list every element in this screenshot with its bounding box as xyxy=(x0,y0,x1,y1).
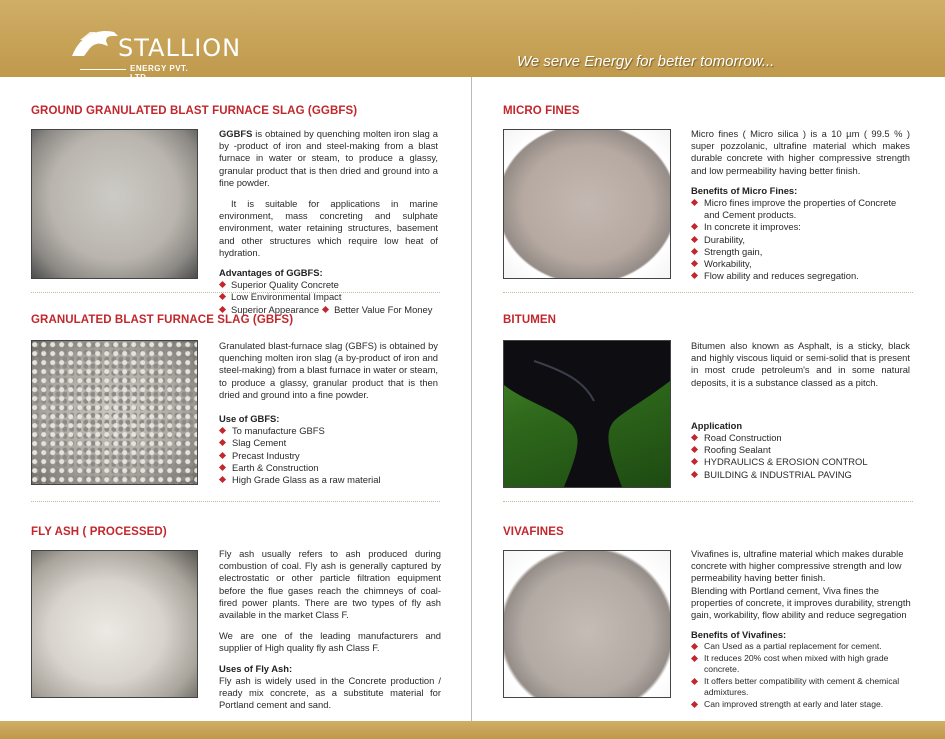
header-tagline: We serve Energy for better tomorrow... xyxy=(517,53,775,70)
list-item: Road Construction xyxy=(691,432,910,444)
list-item: Better Value For Money xyxy=(322,304,432,316)
vivafines-benefits-list xyxy=(691,641,916,710)
bitumen-paragraph-1: Bitumen also known as Asphalt, is a sticky, black and highly viscous liquid or semi-solid that is present in most crude petroleum's and in some natural deposits, it is a substance classed as a pitch. xyxy=(691,340,910,388)
list-item: Micro fines improve the properties of Concrete and Cement products. xyxy=(691,197,910,221)
brand-name: STALLION xyxy=(118,34,242,62)
gbfs-paragraph-1: Granulated blast-furnace slag (GBFS) is obtained by quenching molten iron slag (a by-product of iron and steel-making) from a blast furnace in water or steam, to produce a glassy, granular product that is then dried and ground into a fine powder. xyxy=(219,340,438,400)
list-item: BUILDING & INDUSTRIAL PAVING xyxy=(691,469,910,481)
list-item: Durability, xyxy=(691,234,910,246)
section-separator xyxy=(31,501,440,502)
column-divider xyxy=(471,77,472,721)
vivafines-paragraph-1: Vivafines is, ultrafine material which makes durable concrete with higher compressive strength and low permeability having better finish. xyxy=(691,548,904,584)
list-item: Slag Cement xyxy=(219,437,438,449)
bitumen-pour-shape xyxy=(504,341,670,487)
section-title-vivafines: VIVAFINES xyxy=(503,526,564,538)
list-item: Strength gain, xyxy=(691,246,910,258)
footer-bar xyxy=(0,721,945,739)
gbfs-text xyxy=(219,340,438,486)
list-item: Can Used as a partial replacement for cement. xyxy=(691,641,916,653)
flyash-paragraph-2: We are one of the leading manufacturers and supplier of High quality fly ash Class F. xyxy=(219,630,441,654)
list-item: High Grade Glass as a raw material xyxy=(219,474,438,486)
ggbfs-advantages-title: Advantages of GGBFS: xyxy=(219,267,323,279)
list-item: It offers better compatibility with cement & chemical admixtures. xyxy=(691,676,916,699)
gbfs-uses-list xyxy=(219,425,438,486)
gbfs-photo xyxy=(31,340,198,485)
list-item: In concrete it improves: xyxy=(691,221,910,233)
list-item: Roofing Sealant xyxy=(691,444,910,456)
list-item: Superior Quality Concrete xyxy=(219,279,339,291)
flyash-photo xyxy=(31,550,198,698)
section-title-bitumen: BITUMEN xyxy=(503,314,557,326)
list-item: Flow ability and reduces segregation. xyxy=(691,270,910,282)
vivafines-text xyxy=(691,548,916,710)
brand-underline xyxy=(80,69,126,70)
gbfs-use-title: Use of GBFS: xyxy=(219,413,280,425)
horse-head-icon xyxy=(68,26,120,62)
brand-subtitle: ENERGY PVT. LTD. xyxy=(130,64,189,82)
list-item: Workability, xyxy=(691,258,910,270)
list-item: Low Environmental Impact xyxy=(219,291,341,303)
brand-logo xyxy=(68,26,242,82)
section-title-microfines: MICRO FINES xyxy=(503,105,580,117)
list-item: Earth & Construction xyxy=(219,462,438,474)
flyash-use-title: Uses of Fly Ash: xyxy=(219,662,293,674)
list-item: It reduces 20% cost when mixed with high grade concrete. xyxy=(691,653,916,676)
section-title-ggbfs: GROUND GRANULATED BLAST FURNACE SLAG (GGBFS) xyxy=(31,105,358,117)
ggbfs-lead: GGBFS xyxy=(219,128,253,139)
section-title-gbfs: GRANULATED BLAST FURNACE SLAG (GBFS) xyxy=(31,314,294,326)
ggbfs-text xyxy=(219,128,438,316)
flyash-paragraph-3: Fly ash is widely used in the Concrete production / ready mix concrete, as a substitute material for Portland cement and sand. xyxy=(219,674,441,711)
ggbfs-paragraph-1: is obtained by quenching molten iron slag a by -product of iron and steel-making from a blast furnace in water or steam, to produce a glassy, granular product that is then dried and ground into a fine powder. xyxy=(219,128,438,188)
list-item: To manufacture GBFS xyxy=(219,425,438,437)
vivafines-photo xyxy=(503,550,671,698)
bitumen-photo xyxy=(503,340,671,488)
list-item: Superior Appearance xyxy=(219,304,319,316)
ggbfs-photo xyxy=(31,129,198,279)
microfines-paragraph-1: Micro fines ( Micro silica ) is a 10 µm ( 99.5 % ) super pozzolanic, ultrafine material which makes durable concrete with higher compressive strength and low permeability having better finish. xyxy=(691,128,910,176)
header-bar xyxy=(0,0,945,82)
section-separator xyxy=(31,292,440,293)
bitumen-application-title: Application xyxy=(691,419,743,431)
flyash-text xyxy=(219,548,441,711)
bitumen-text xyxy=(691,340,910,481)
ggbfs-advantages xyxy=(219,279,438,316)
section-title-flyash: FLY ASH ( PROCESSED) xyxy=(31,526,167,538)
microfines-benefits-title: Benefits of Micro Fines: xyxy=(691,184,798,196)
bitumen-application-list xyxy=(691,432,910,481)
vivafines-paragraph-2: Blending with Portland cement, Viva fines the properties of concrete, it improves durability, strength gain, workability, flow ability and reduce segregation xyxy=(691,584,911,621)
flyash-paragraph-1: Fly ash usually refers to ash produced during combustion of coal. Fly ash is generally captured by electrostatic or other particle filtration equipment before the flue gases reach the chimneys of coal-fired power plants. There are two types of fly ash available in the market Class F. xyxy=(219,548,441,621)
microfines-benefits-list xyxy=(691,197,910,282)
section-separator xyxy=(503,501,913,502)
vivafines-benefits-title: Benefits of Vivafines: xyxy=(691,629,787,641)
list-item: Precast Industry xyxy=(219,450,438,462)
microfines-text xyxy=(691,128,910,282)
section-separator xyxy=(503,292,913,293)
list-item: HYDRAULICS & EROSION CONTROL xyxy=(691,456,910,468)
list-item: Can improved strength at early and later stage. xyxy=(691,699,916,711)
ggbfs-paragraph-2: It is suitable for applications in marine environment, mass concreting and sulphate environment, water retaining structures, basement and other structures which require low heat of hydration. xyxy=(219,198,438,258)
microfines-photo xyxy=(503,129,671,279)
